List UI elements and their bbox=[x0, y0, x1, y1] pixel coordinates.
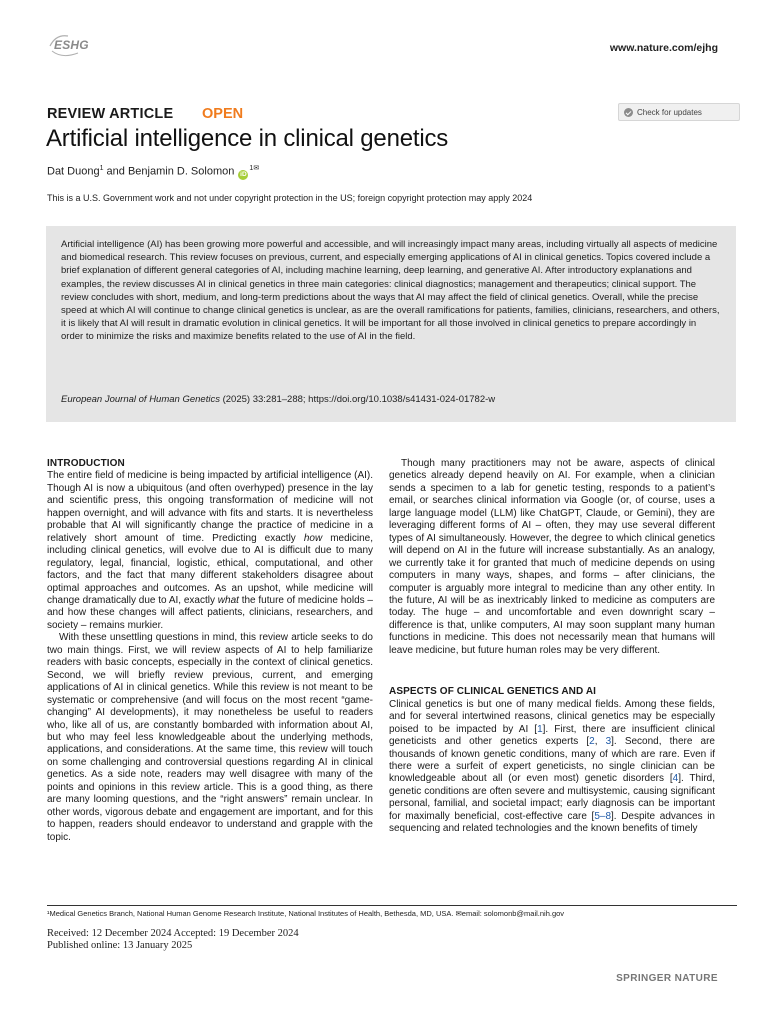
author-list bbox=[47, 164, 259, 180]
paragraph-text: ]. Despite advances in sequencing and related technologies and the known benefits of timely bbox=[389, 810, 715, 835]
check-updates-label: Check for updates bbox=[637, 107, 702, 117]
paragraph-text: Clinical genetics is but one of many medical fields. Among these fields, and for several intertwined reasons, clinical genetics may be especially poised to be impacted by AI [ bbox=[389, 698, 715, 735]
body-column-left bbox=[47, 458, 373, 844]
affiliation-marker[interactable]: 1 bbox=[249, 165, 254, 172]
paragraph-text: ]. Third, genetic conditions are often severe and multisystemic, causing significant personal, familial, and societal impact; early diagnosis can be important for maximally beneficial, cost-effective care [ bbox=[389, 773, 715, 822]
affiliation-marker[interactable]: 1 bbox=[99, 165, 104, 172]
copyright-notice: This is a U.S. Government work and not under copyright protection in the US; foreign copyright protection may apply 2024 bbox=[47, 193, 533, 203]
section-heading-aspects: ASPECTS OF CLINICAL GENETICS AND AI bbox=[389, 686, 597, 698]
orcid-icon[interactable]: iD bbox=[240, 170, 247, 178]
body-column-right bbox=[389, 458, 715, 836]
paragraph-text: medicine, including clinical genetics, will evolve due to AI is difficult due to many regulatory, legal, financial, logistic, ethical, computational, and other factors, and the fact that many different stakeholders disagree about optimal approaches and outcomes. As an upshot, while medicine will change dramatically due to AI, exactly bbox=[47, 532, 374, 606]
article-title: Artificial intelligence in clinical genetics bbox=[46, 125, 449, 152]
paragraph-text: ]. First, there are insufficient clinical geneticists and other genetics experts [ bbox=[389, 723, 715, 748]
publisher-logo: SPRINGER NATURE bbox=[616, 973, 718, 984]
author-name[interactable]: and Benjamin D. Solomon bbox=[103, 165, 238, 178]
reference-link[interactable]: 2 bbox=[589, 736, 595, 748]
published-date: Published online: 13 January 2025 bbox=[47, 940, 193, 951]
reference-link[interactable]: 3 bbox=[605, 736, 612, 748]
paragraph-text: The entire field of medicine is being impacted by artificial intelligence (AI). Though AI is now a ubiquitous (and often overhyped) presence in the lay and scientific press, this ongoing transformation of medicine will not happen overnight, and will advance with fits and starts. It is nevertheless probable that AI will significantly change the practice of medicine in a relatively short amount of time. Predicting exactly bbox=[47, 470, 373, 544]
paragraph bbox=[47, 470, 373, 632]
reference-link[interactable]: 5–8 bbox=[594, 810, 612, 822]
abstract-text: Artificial intelligence (AI) has been growing more powerful and accessible, and will increasingly impact many areas, including virtually all aspects of medicine and biomedical research. This review focuses on previous, current, and especially emerging applications of AI in clinical genetics. Topics covered include a brief explanation of different general categories of AI, including machine learning, deep learning, and generative AI. After introductory explanations and examples, the review discusses AI in clinical genetics in three main categories: clinical diagnostics; management and therapeutics; clinical support. The review concludes with short, medium, and long-term predictions about the ways that AI may affect the field of clinical genetics. Overall, while the precise speed at which AI will continue to change clinical genetics is unclear, as are the overall ramifications for patients, families, clinicians, researchers, and others, it is likely that AI will result in dramatic evolution in clinical genetics. It will be important for all those involved in clinical genetics to prepare accordingly in order to minimize the risks and maximize benefits related to the use of AI in the field. bbox=[61, 239, 720, 343]
check-updates-icon bbox=[624, 108, 633, 117]
emphasis: how bbox=[303, 532, 323, 544]
email-icon[interactable]: ✉ bbox=[253, 165, 260, 172]
paragraph: Though many practitioners may not be aware, aspects of clinical genetics already depend heavily on AI. For example, when a clinician sends a specimen to a lab for genetic testing, responds to a patient’s email, or searches clinical information via Google (or, of course, uses a large language model (LLM) like ChatGPT, Claude, or Gemini), they are leveraging different forms of AI – often, they may use several different types of AI simultaneously. However, the degree to which clinical genetics will depend on AI in the future will increase substantially. As an analogy, we currently take it for granted that much of medicine depends on using computers in many ways, shapes, and forms – after clinicians, the computer is arguably more integral to medicine than any other entity. In the future, AI will be as inextricably linked to medicine as computers are today. The huge – and uncomfortable and even downright scary – difference is that, unlike computers, AI may soon supplant many human functions in medicine. This does not necessarily mean that humans will leave medicine, but future human roles may be very different. bbox=[389, 458, 715, 656]
section-heading-introduction: INTRODUCTION bbox=[47, 458, 125, 469]
reference-link[interactable]: 1 bbox=[537, 723, 543, 735]
paragraph bbox=[389, 699, 715, 836]
article-type-label: REVIEW ARTICLE bbox=[47, 106, 174, 122]
journal-name: European Journal of Human Genetics bbox=[61, 394, 220, 405]
paragraph-text: ]. Second, there are thousands of known genetic conditions, many of which are rare. Even if there were a surfeit of expert geneticists, no single clinician can be knowledgeable about all (or even most) genetic disorders [ bbox=[389, 736, 715, 785]
logo-text: ESHG bbox=[54, 38, 89, 52]
paragraph: With these unsettling questions in mind, this review article seeks to do two main things. First, we will review aspects of AI to help familiarize readers with basic concepts, especially in the context of clinical genetics. Second, we will briefly review previous, current, and emerging applications of AI in clinical genetics. While this review is not meant to be systematic or comprehensive (and will focus on the most recent “game-changing” AI developments), it may nonetheless be useful to readers who, like all of us, are constantly bombarded with information about AI, but who may feel less knowledgeable about the underlying methods, applications, and considerations. At the same time, this review will touch on some challenging and controversial questions regarding AI in clinical genetics. As a side note, readers may well disagree with many of the points and opinions in this review article. This is a good thing, as there are many looming questions, and the “right answers” remain unclear. In other words, vigorous debate and engagement are important, and for this to happen, readers should endeavor to understand and grapple with the topic. bbox=[47, 632, 373, 843]
footer-divider bbox=[47, 905, 737, 906]
publication-dates bbox=[47, 928, 299, 952]
eshg-logo bbox=[48, 33, 90, 59]
journal-url[interactable]: www.nature.com/ejhg bbox=[609, 42, 718, 54]
emphasis: what bbox=[217, 594, 239, 606]
reference-link[interactable]: 4 bbox=[672, 773, 679, 785]
paragraph-text: the future of medicine holds – and how these changes will affect patients, clinicians, researchers, and society – remains murkier. bbox=[47, 594, 373, 631]
paragraph-text: , bbox=[594, 736, 606, 748]
open-access-label: OPEN bbox=[202, 106, 244, 122]
citation-line bbox=[61, 394, 721, 405]
check-for-updates-button[interactable] bbox=[618, 103, 740, 121]
author-name[interactable]: Dat Duong bbox=[47, 165, 100, 178]
received-accepted-dates: Received: 12 December 2024 Accepted: 19 December 2024 bbox=[47, 928, 299, 939]
affiliation-footnote: ¹Medical Genetics Branch, National Human Genome Research Institute, National Institutes of Health, Bethesda, MD, USA. ✉email: solomonb@mail.nih.gov bbox=[47, 909, 565, 918]
abstract-box bbox=[46, 226, 736, 422]
citation-details[interactable]: (2025) 33:281–288; https://doi.org/10.1038/s41431-024-01782-w bbox=[219, 394, 496, 405]
